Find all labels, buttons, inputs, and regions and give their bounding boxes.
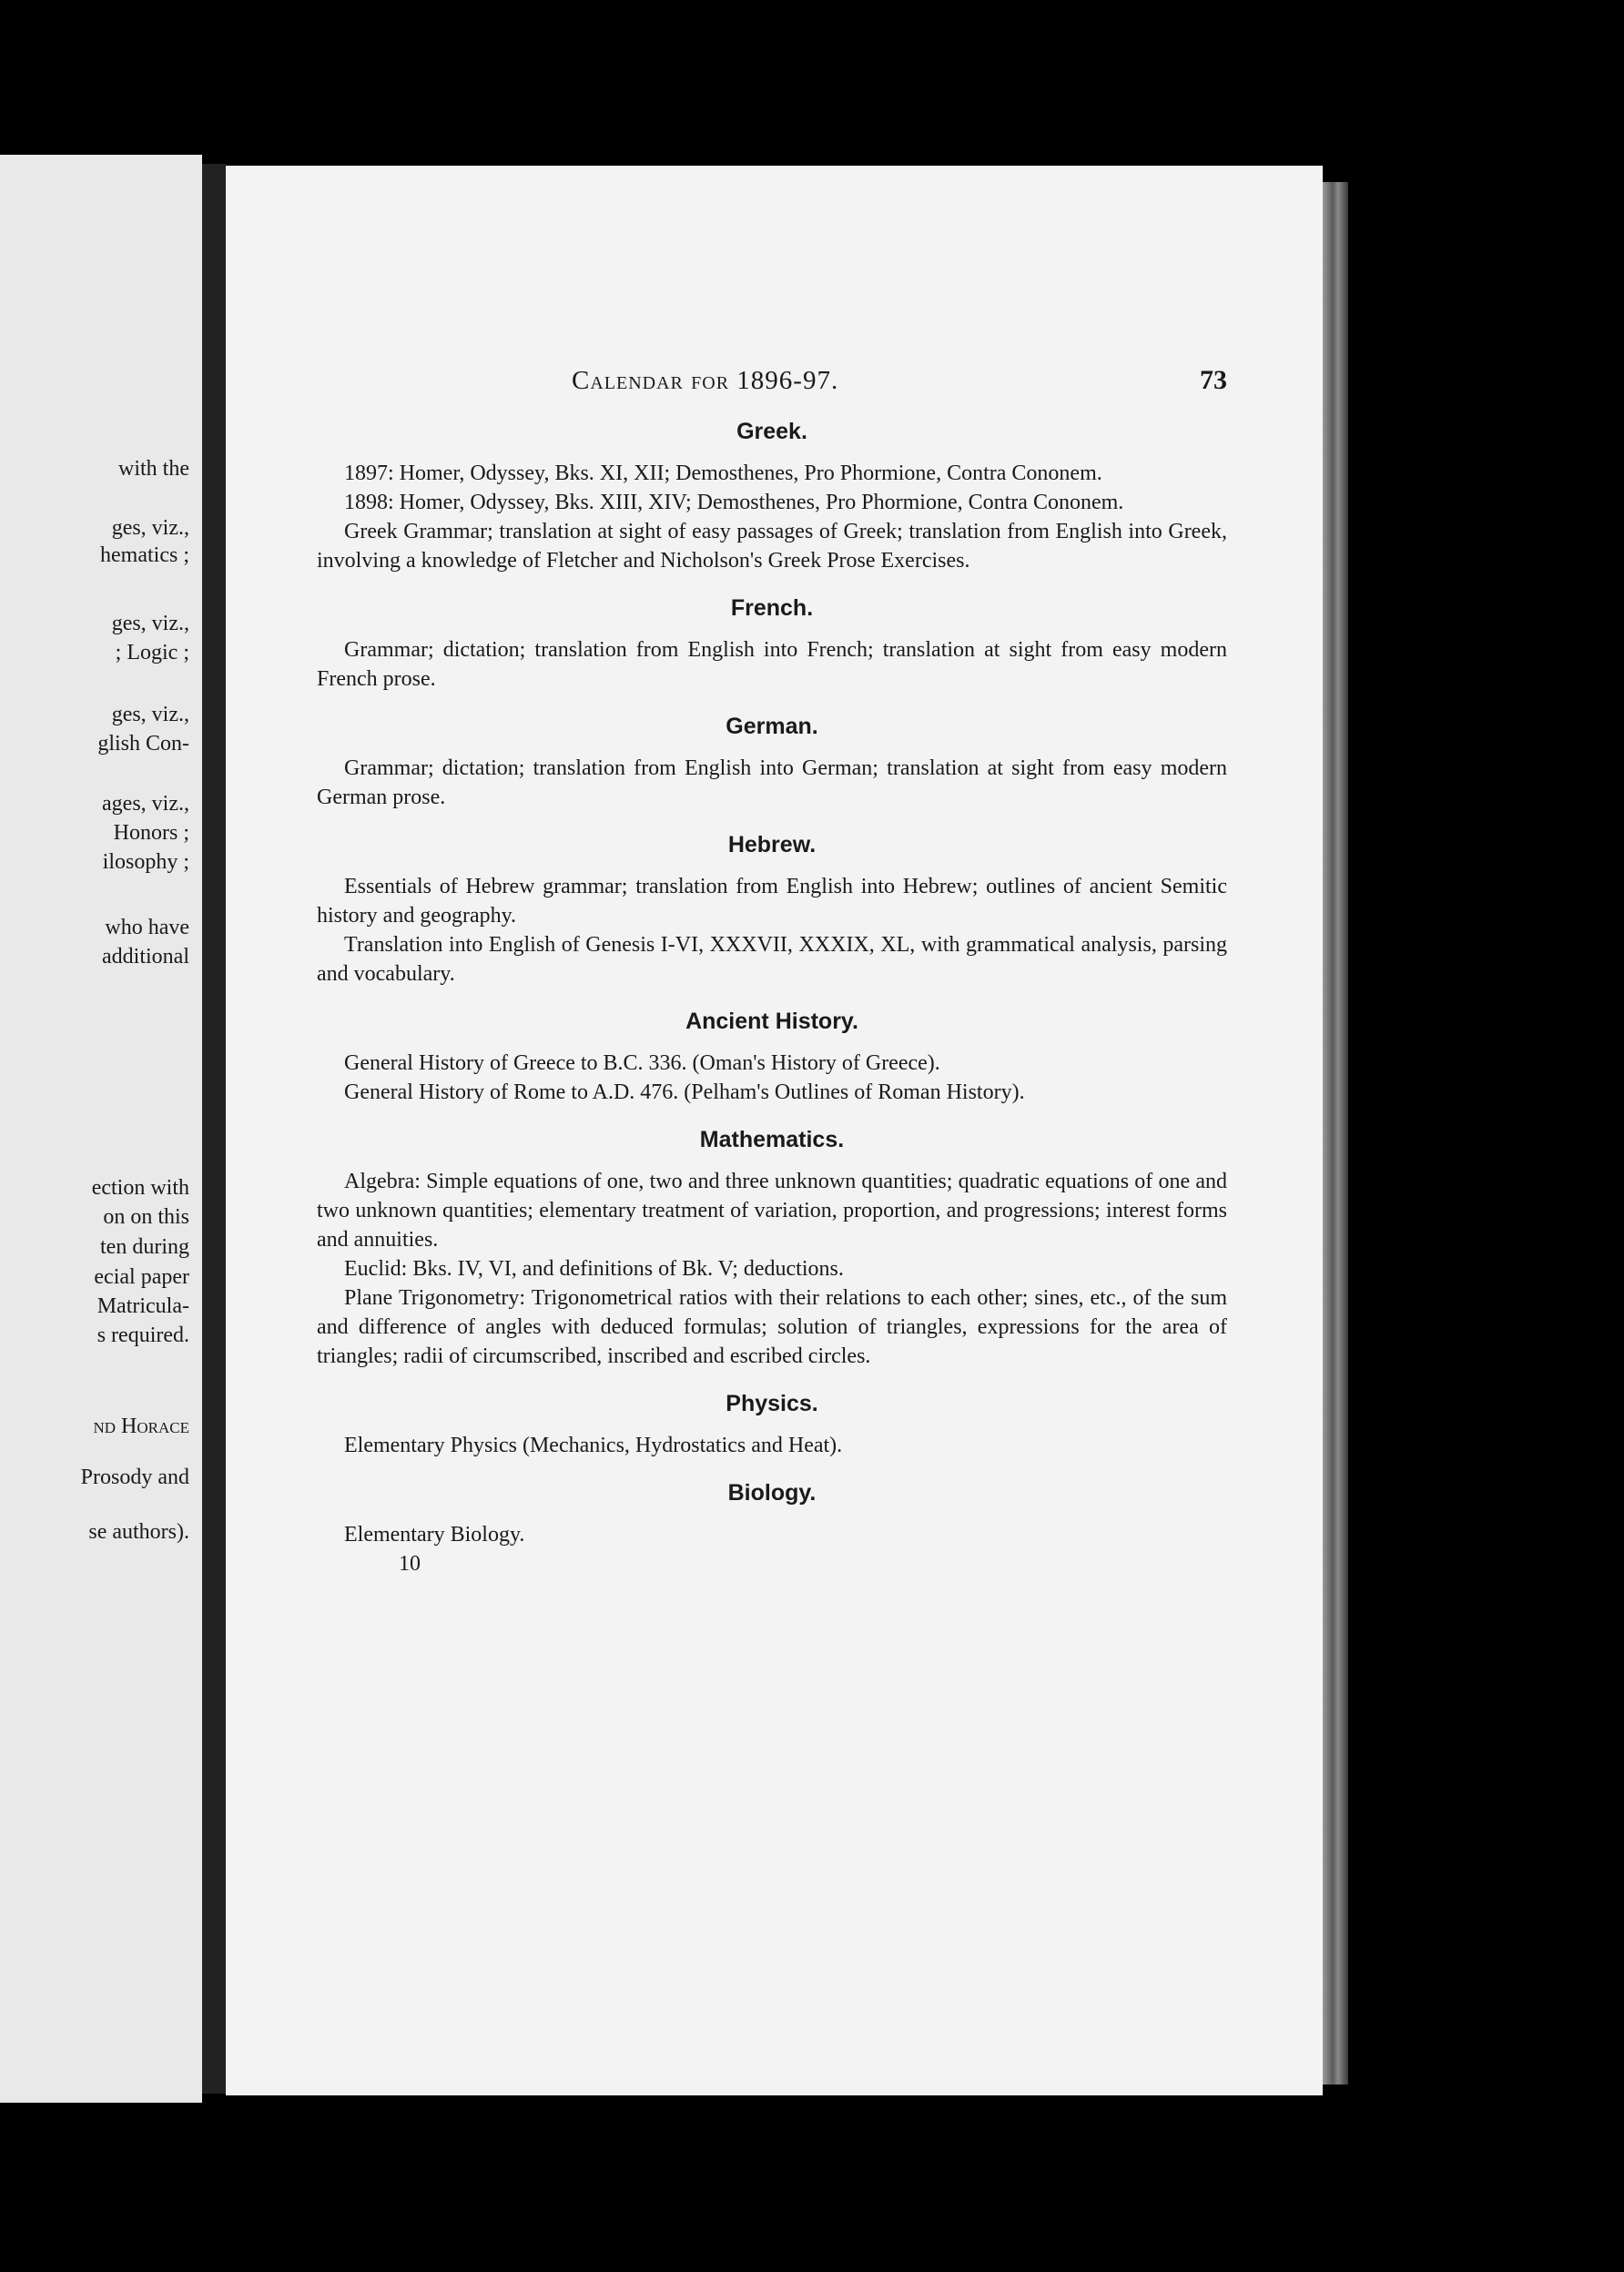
section-paragraph: Plane Trigonometry: Trigonometrical ratios with their relations to each other; sines, etc., of the sum and difference of angles with deduced formulas; solution of triangles, expressions for the area of triangles; radii of circumscribed, inscribed and escribed circles. <box>317 1286 1227 1368</box>
section-paragraph: 1897: Homer, Odyssey, Bks. XI, XII; Demosthenes, Pro Phormione, Contra Cononem. <box>344 462 1102 485</box>
left-page-fragment: se authors). <box>88 1520 189 1544</box>
left-page-fragment: s required. <box>96 1324 189 1347</box>
section-heading: German. <box>726 714 818 739</box>
left-page-fragment: ges, viz., <box>111 612 189 635</box>
left-page-fragment: additional <box>102 945 189 969</box>
section-paragraph: Greek Grammar; translation at sight of easy passages of Greek; translation from English into Greek, involving a knowledge of Fletcher and Nicholson's Greek Prose Exercises. <box>317 520 1227 573</box>
page-content <box>317 366 1227 1597</box>
page-edge <box>1323 182 1348 2084</box>
left-page-fragment: ecial paper <box>94 1265 189 1289</box>
left-page <box>0 155 202 2103</box>
section-paragraph: Elementary Biology. <box>344 1523 525 1547</box>
section-hebrew <box>317 830 1227 989</box>
section-paragraph: Elementary Physics (Mechanics, Hydrostatics and Heat). <box>344 1434 843 1457</box>
left-page-fragment: on on this <box>103 1205 189 1229</box>
signature-mark: 10 <box>399 1552 421 1576</box>
section-paragraph: Algebra: Simple equations of one, two and three unknown quantities; quadratic equations of one and two unknown quantities; elementary treatment of variation, proportion, and progressions; interest forms and annuities. <box>317 1170 1227 1252</box>
section-paragraph: Euclid: Bks. IV, VI, and definitions of Bk. V; deductions. <box>344 1257 844 1281</box>
section-french <box>317 593 1227 694</box>
running-head <box>317 366 1227 408</box>
page-number: 73 <box>1200 365 1227 395</box>
section-paragraph: Essentials of Hebrew grammar; translation from English into Hebrew; outlines of ancient Semitic history and geography. <box>317 875 1227 928</box>
left-page-fragment: ges, viz., <box>111 516 189 540</box>
section-paragraph: General History of Greece to B.C. 336. (Oman's History of Greece). <box>344 1051 940 1075</box>
section-paragraph: Grammar; dictation; translation from English into German; translation at sight from easy modern German prose. <box>317 756 1227 809</box>
left-page-fragment: Prosody and <box>80 1466 189 1489</box>
section-heading: Hebrew. <box>727 832 817 857</box>
right-page <box>226 166 1323 2095</box>
book-gutter <box>202 164 226 2094</box>
left-page-fragment: ; Logic ; <box>115 641 189 664</box>
section-heading: Mathematics. <box>699 1127 845 1152</box>
section-paragraph: Translation into English of Genesis I-VI, XXXVII, XXXIX, XL, with grammatical analysis, parsing and vocabulary. <box>317 933 1227 986</box>
section-ancient-history <box>317 1007 1227 1107</box>
section-mathematics <box>317 1125 1227 1371</box>
section-german <box>317 712 1227 812</box>
section-physics <box>317 1389 1227 1460</box>
section-heading: Biology. <box>727 1480 817 1506</box>
left-page-fragment: Matricula- <box>96 1294 189 1318</box>
section-greek <box>317 417 1227 575</box>
left-page-fragment: who have <box>105 916 189 939</box>
left-page-fragment: ages, viz., <box>102 792 189 816</box>
left-page-fragment: ges, viz., <box>111 703 189 726</box>
left-page-fragment: Honors ; <box>113 821 189 845</box>
section-paragraph: General History of Rome to A.D. 476. (Pelham's Outlines of Roman History). <box>344 1080 1025 1104</box>
section-biology <box>317 1478 1227 1578</box>
section-heading: Ancient History. <box>685 1009 858 1034</box>
left-page-fragment: hematics ; <box>100 543 189 567</box>
section-paragraph: Grammar; dictation; translation from English into French; translation at sight from easy modern French prose. <box>317 638 1227 691</box>
left-page-fragment: ten during <box>100 1235 189 1259</box>
left-page-fragment: ection with <box>91 1176 189 1200</box>
section-heading: Physics. <box>726 1391 818 1416</box>
left-page-fragment: with the <box>118 457 189 481</box>
left-page-fragment: glish Con- <box>97 732 189 756</box>
running-head-title: Calendar for 1896-97. <box>572 366 839 395</box>
left-page-fragment: nd Horace <box>93 1415 189 1438</box>
left-page-fragment: ilosophy ; <box>102 850 189 874</box>
section-heading: Greek. <box>736 419 807 444</box>
section-paragraph: 1898: Homer, Odyssey, Bks. XIII, XIV; Demosthenes, Pro Phormione, Contra Cononem. <box>344 491 1124 514</box>
section-heading: French. <box>730 595 814 621</box>
